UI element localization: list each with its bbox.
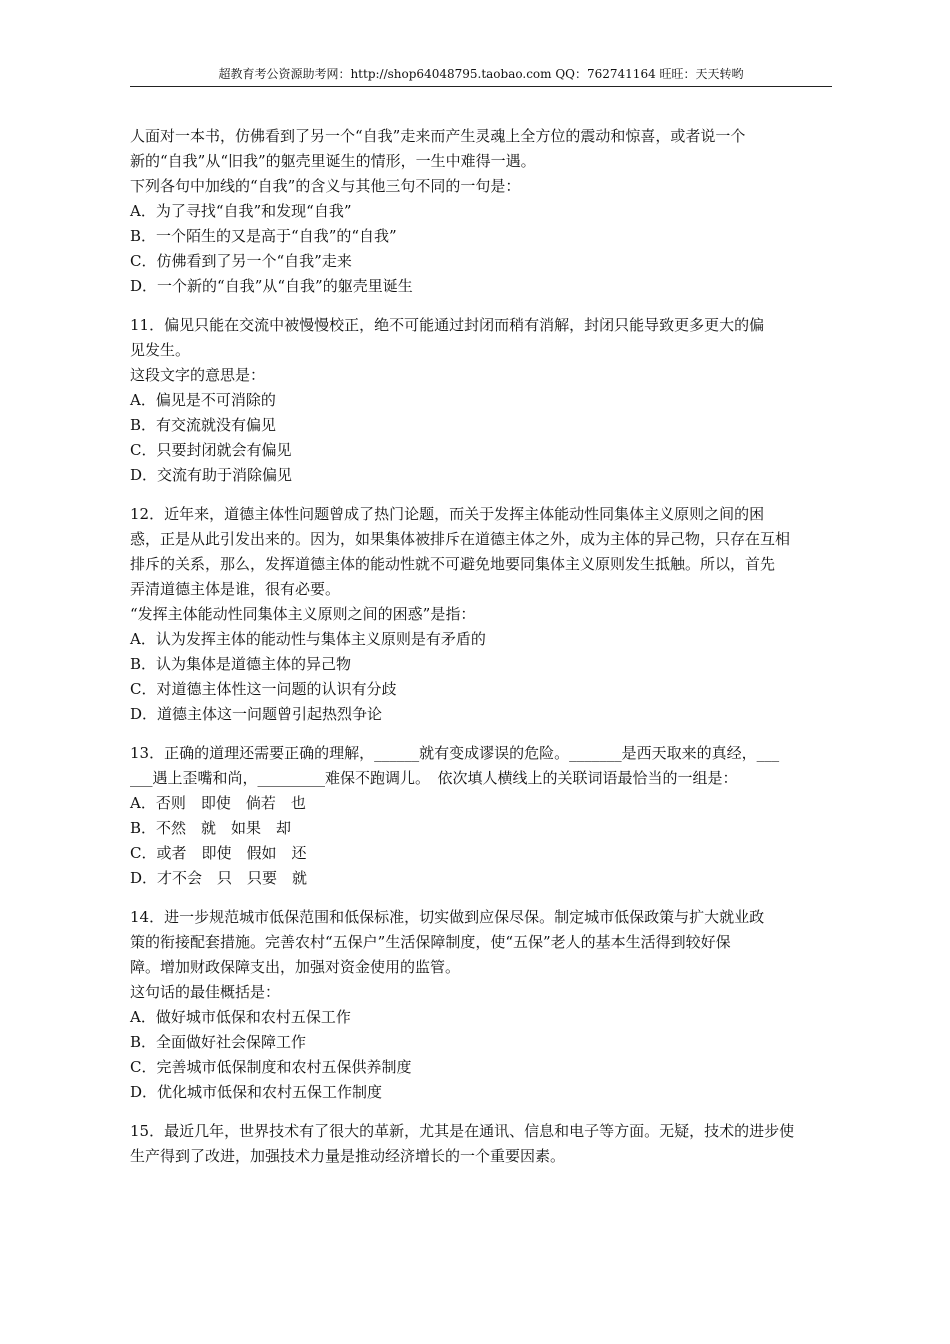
question-12-option-b: B．认为集体是道德主体的异己物 <box>130 655 352 673</box>
question-11-option-d: D．交流有助于消除偏见 <box>130 466 293 484</box>
question-11-prompt: 这段文字的意思是： <box>130 366 266 384</box>
question-11-option-c: C．只要封闭就会有偏见 <box>130 441 292 459</box>
question-13-option-c: C．或者 即使 假如 还 <box>130 844 307 862</box>
page-header <box>130 64 832 87</box>
question-14-option-c: C．完善城市低保制度和农村五保供养制度 <box>130 1058 412 1076</box>
question-12-line-4: 弄清道德主体是谁，很有必要。 <box>130 580 341 598</box>
question-15 <box>130 1119 834 1169</box>
question-12-line-2: 惑，正是从此引发出来的。因为，如果集体被排斥在道德主体之外，成为主体的异己物，只存在互相 <box>130 530 791 548</box>
question-11-option-a: A．偏见是不可消除的 <box>130 391 276 409</box>
question-14 <box>130 905 834 1105</box>
question-12-prompt: “发挥主体能动性同集体主义原则之间的困惑”是指： <box>130 605 476 623</box>
question-12 <box>130 502 834 727</box>
question-13 <box>130 741 834 891</box>
question-12-line-3: 排斥的关系，那么，发挥道德主体的能动性就不可避免地要同集体主义原则发生抵触。所以，首先 <box>130 555 776 573</box>
header-text: 超教育考公资源助考网：http://shop64048795.taobao.com QQ：762741164 旺旺：天天转哟 <box>218 67 744 81</box>
question-11-line-1: 11．偏见只能在交流中被慢慢校正，绝不可能通过封闭而稍有消解，封闭只能导致更多更大的偏 <box>130 316 765 334</box>
question-14-option-d: D．优化城市低保和农村五保工作制度 <box>130 1083 383 1101</box>
question-14-prompt: 这句话的最佳概括是： <box>130 983 281 1001</box>
question-14-line-3: 障。增加财政保障支出，加强对资金使用的监管。 <box>130 958 461 976</box>
question-10-line-2: 新的“自我”从“旧我”的躯壳里诞生的情形，一生中难得一遇。 <box>130 152 536 170</box>
document-body <box>130 124 834 1169</box>
question-11-line-2: 见发生。 <box>130 341 191 359</box>
question-10 <box>130 124 834 299</box>
question-15-line-2: 生产得到了改进，加强技术力量是推动经济增长的一个重要因素。 <box>130 1147 566 1165</box>
question-10-option-d: D．一个新的“自我”从“自我”的躯壳里诞生 <box>130 277 413 295</box>
question-13-line-1: 13．正确的道理还需要正确的理解，______就有变成谬误的危险。_______是西天取来的真经，___ <box>130 744 780 762</box>
question-10-option-b: B．一个陌生的又是高于“自我”的“自我” <box>130 227 397 245</box>
question-11-option-b: B．有交流就没有偏见 <box>130 416 277 434</box>
question-10-option-c: C．仿佛看到了另一个“自我”走来 <box>130 252 352 270</box>
question-12-option-c: C．对道德主体性这一问题的认识有分歧 <box>130 680 397 698</box>
question-13-option-a: A．否则 即使 倘若 也 <box>130 794 306 812</box>
question-14-option-b: B．全面做好社会保障工作 <box>130 1033 307 1051</box>
question-10-prompt: 下列各句中加线的“自我”的含义与其他三句不同的一句是： <box>130 177 521 195</box>
question-13-line-2: ___遇上歪嘴和尚，_________难保不跑调儿。 依次填人横线上的关联词语最恰当的一组是： <box>130 769 738 787</box>
question-13-option-d: D．才不会 只 只要 就 <box>130 869 308 887</box>
question-14-line-2: 策的衔接配套措施。完善农村“五保户”生活保障制度，使“五保”老人的基本生活得到较好保 <box>130 933 731 951</box>
question-11 <box>130 313 834 488</box>
question-14-line-1: 14．进一步规范城市低保范围和低保标准，切实做到应保尽保。制定城市低保政策与扩大就业政 <box>130 908 765 926</box>
question-10-line-1: 人面对一本书，仿佛看到了另一个“自我”走来而产生灵魂上全方位的震动和惊喜，或者说一个 <box>130 127 746 145</box>
question-13-option-b: B．不然 就 如果 却 <box>130 819 292 837</box>
question-12-option-a: A．认为发挥主体的能动性与集体主义原则是有矛盾的 <box>130 630 486 648</box>
question-10-option-a: A．为了寻找“自我”和发现“自我” <box>130 202 352 220</box>
question-12-line-1: 12．近年来，道德主体性问题曾成了热门论题，而关于发挥主体能动性同集体主义原则之间的困 <box>130 505 765 523</box>
question-15-line-1: 15．最近几年，世界技术有了很大的革新，尤其是在通讯、信息和电子等方面。无疑，技术的进步使 <box>130 1122 795 1140</box>
question-12-option-d: D．道德主体这一问题曾引起热烈争论 <box>130 705 383 723</box>
question-14-option-a: A．做好城市低保和农村五保工作 <box>130 1008 351 1026</box>
